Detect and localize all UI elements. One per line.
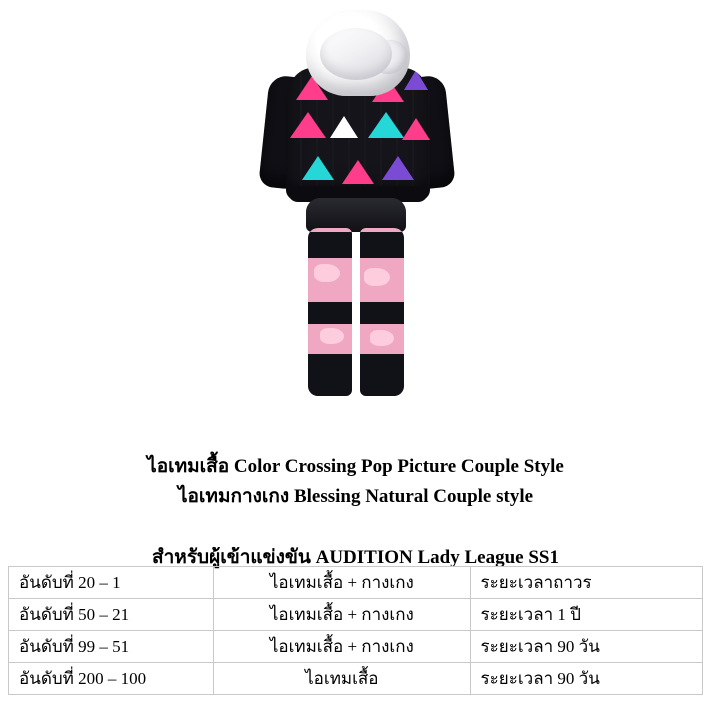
leggings-waistband bbox=[306, 198, 406, 232]
leg-band bbox=[360, 354, 404, 396]
pattern-triangle bbox=[404, 70, 428, 90]
pattern-triangle bbox=[368, 112, 404, 138]
leggings-right-leg bbox=[360, 228, 404, 396]
leg-band bbox=[308, 302, 352, 324]
leg-band bbox=[360, 232, 404, 258]
rank-cell: อันดับที่ 50 – 21 bbox=[9, 599, 214, 631]
reward-table bbox=[8, 566, 703, 695]
item-cell: ไอเทมเสื้อ + กางเกง bbox=[214, 599, 470, 631]
leg-print-blot bbox=[314, 264, 340, 282]
table-row bbox=[9, 631, 703, 663]
caption-bottom-item: ไอเทมกางเกง Blessing Natural Couple style bbox=[177, 486, 534, 507]
reward-table-body bbox=[9, 567, 703, 695]
leg-print-blot bbox=[364, 268, 390, 286]
pattern-triangle bbox=[302, 156, 334, 180]
duration-cell: ระยะเวลาถาวร bbox=[470, 567, 703, 599]
item-cell: ไอเทมเสื้อ + กางเกง bbox=[214, 631, 470, 663]
duration-cell: ระยะเวลา 90 วัน bbox=[470, 663, 703, 695]
duration-cell: ระยะเวลา 90 วัน bbox=[470, 631, 703, 663]
leggings-illustration bbox=[300, 198, 412, 398]
leg-print-blot bbox=[320, 328, 344, 344]
hoodie-hood bbox=[306, 10, 410, 96]
table-row bbox=[9, 599, 703, 631]
leggings-left-leg bbox=[308, 228, 352, 396]
leg-band bbox=[308, 354, 352, 396]
pattern-triangle bbox=[342, 160, 374, 184]
caption-top-item: ไอเทมเสื้อ Color Crossing Pop Picture Couple Style bbox=[147, 456, 564, 477]
table-row bbox=[9, 567, 703, 599]
leg-band bbox=[360, 302, 404, 324]
leg-band bbox=[308, 232, 352, 258]
pattern-triangle bbox=[402, 118, 430, 140]
pattern-triangle bbox=[382, 156, 414, 180]
rank-cell: อันดับที่ 200 – 100 bbox=[9, 663, 214, 695]
rank-cell: อันดับที่ 99 – 51 bbox=[9, 631, 214, 663]
rank-cell: อันดับที่ 20 – 1 bbox=[9, 567, 214, 599]
table-row bbox=[9, 663, 703, 695]
caption-event: สำหรับผู้เข้าแข่งขัน AUDITION Lady League SS1 bbox=[152, 547, 559, 568]
item-cell: ไอเทมเสื้อ bbox=[214, 663, 470, 695]
hoodie-illustration bbox=[258, 10, 458, 200]
hood-knot bbox=[366, 35, 413, 79]
caption-block bbox=[0, 452, 711, 572]
item-cell: ไอเทมเสื้อ + กางเกง bbox=[214, 567, 470, 599]
pattern-triangle bbox=[330, 116, 358, 138]
pattern-triangle bbox=[290, 112, 326, 138]
duration-cell: ระยะเวลา 1 ปี bbox=[470, 599, 703, 631]
leg-print-blot bbox=[370, 330, 394, 346]
